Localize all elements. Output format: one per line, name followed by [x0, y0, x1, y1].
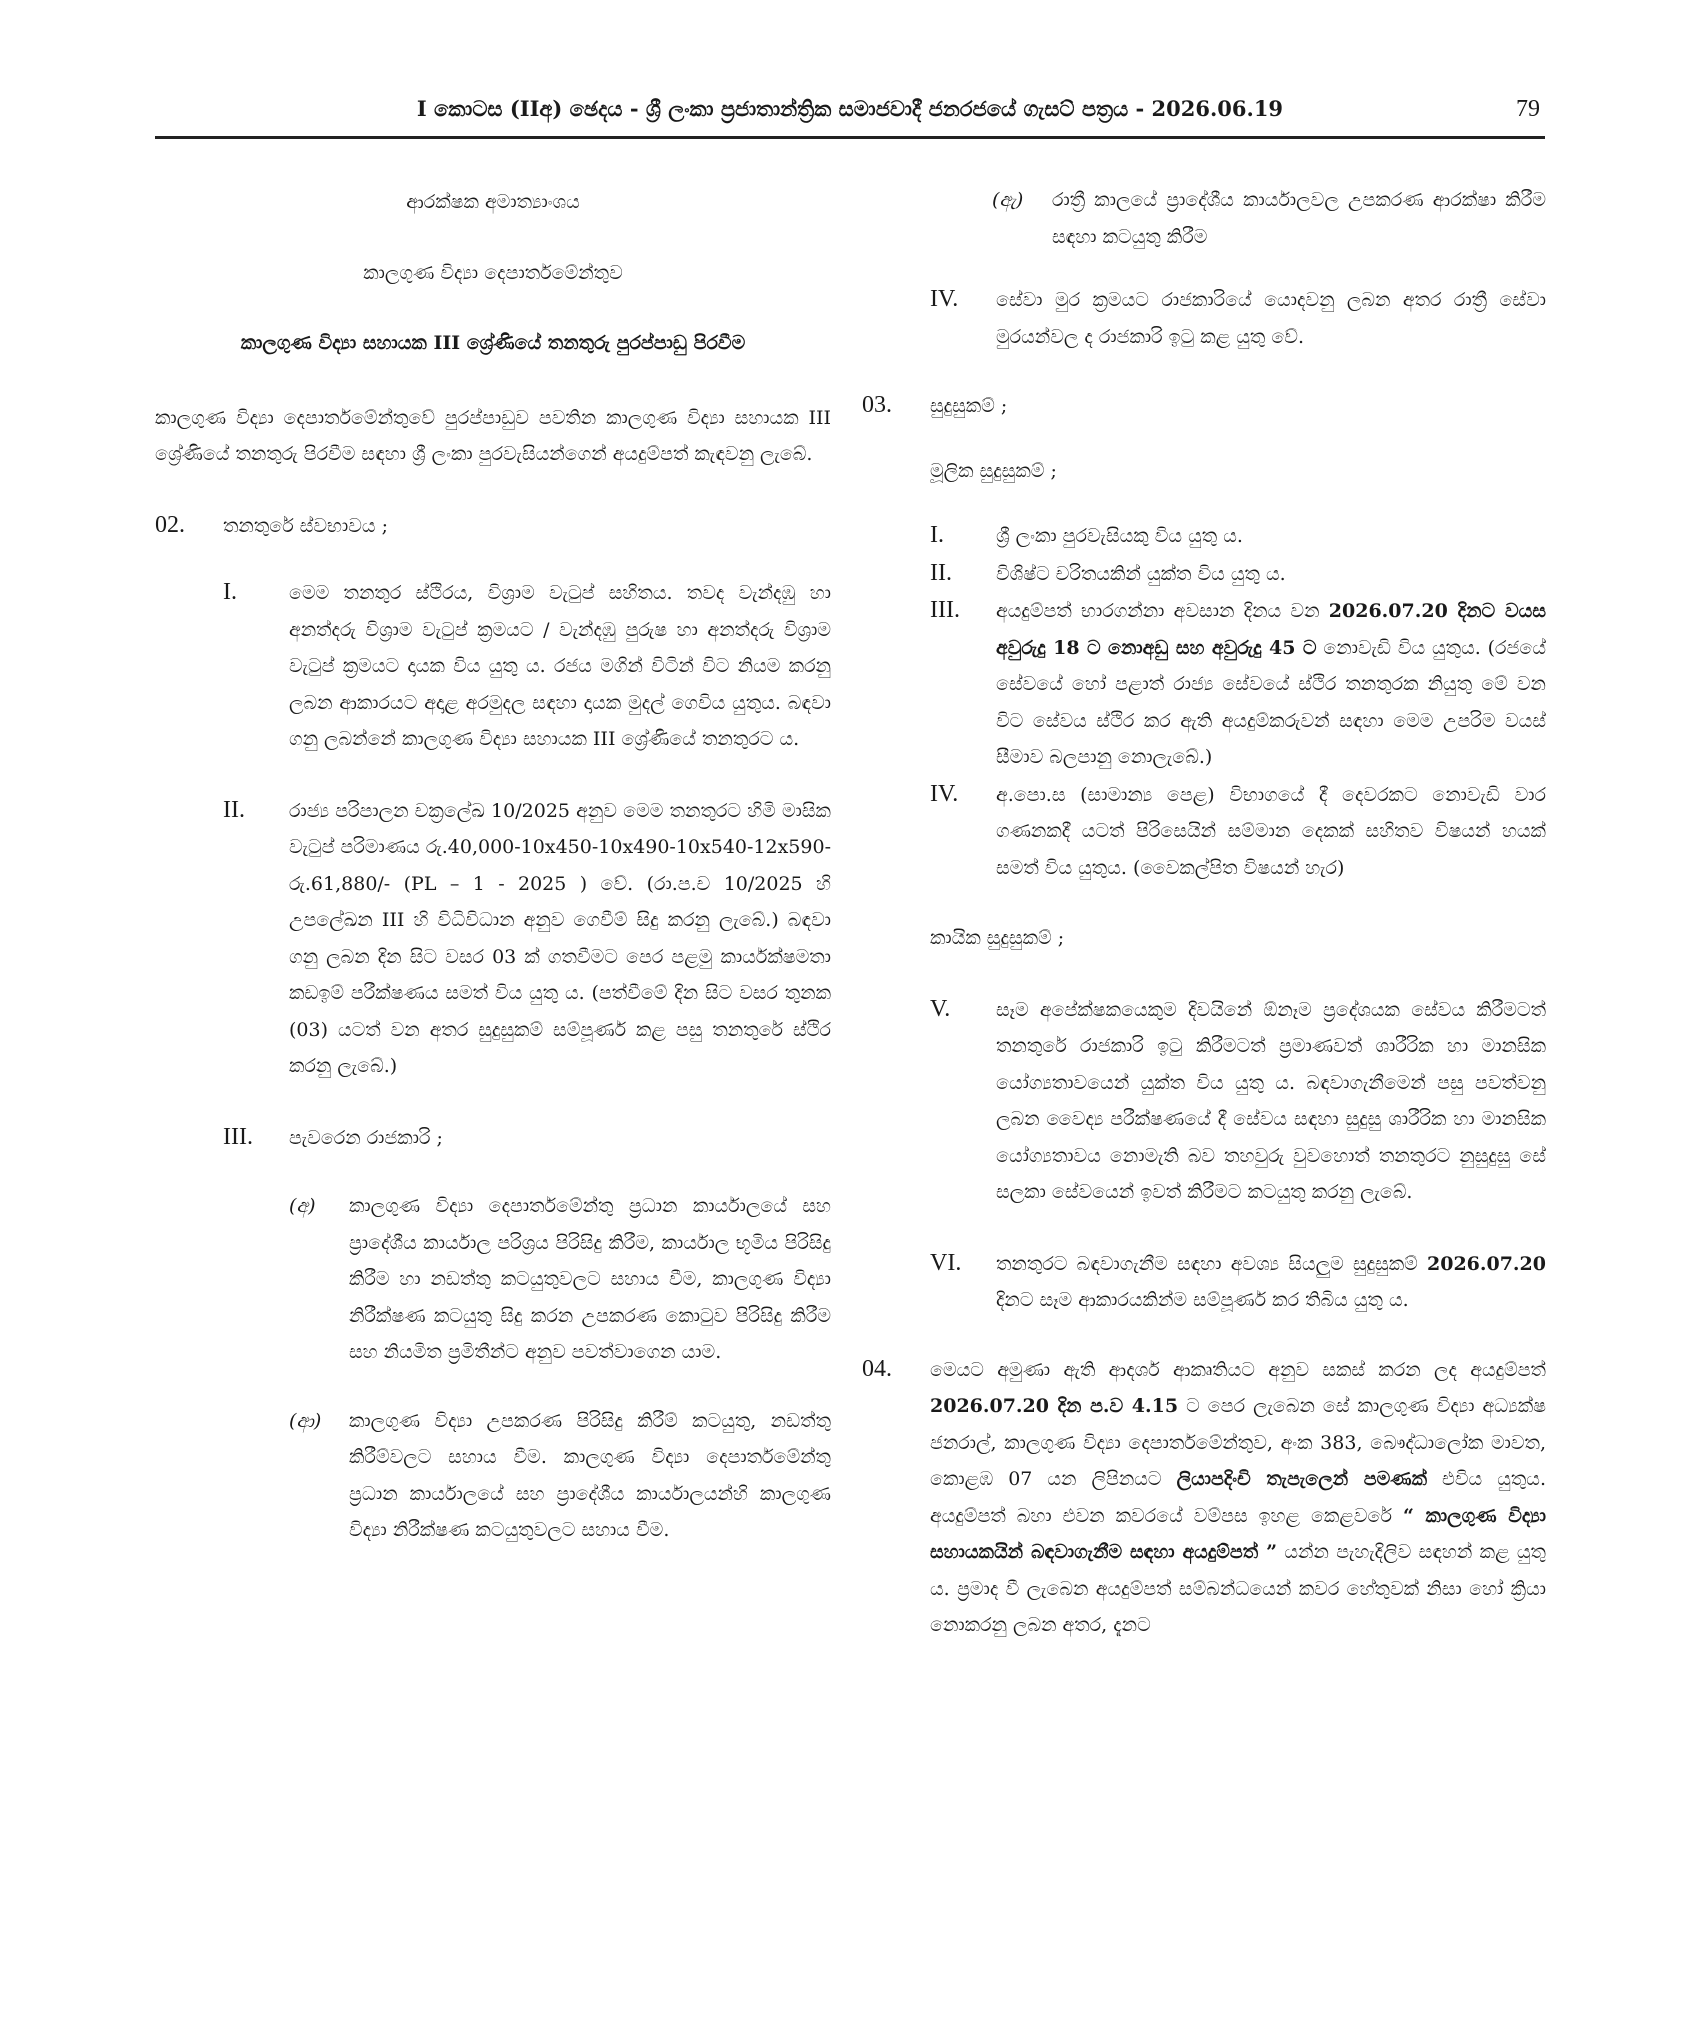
sub-item-aa — [155, 1403, 831, 1549]
item-text — [996, 593, 1546, 776]
item-number: I. — [930, 522, 944, 548]
section-02 — [155, 507, 831, 545]
page-header-title: I කොටස (IIඅ) ඡෙදය - ශ්‍රී ලංකා ප්‍රජාතාන්ත්‍රික සමාජවාදී ජනරජයේ ගැසට් පත්‍රය - 2026.06.19 — [416, 96, 1284, 121]
text-run: අයදුම්පත් භාරගන්නා අවසාන දිනය වන — [996, 600, 1329, 622]
basic-qualifications-title: මූලික සුදුසුකම් ; — [930, 459, 1057, 482]
deadline-date: 2026.07.20 — [1427, 1252, 1546, 1275]
qualification-i — [862, 517, 1546, 555]
sub-item-mark: (අ) — [289, 1195, 316, 1217]
item-iv — [862, 281, 1546, 355]
item-text — [996, 1246, 1546, 1319]
item-i — [155, 574, 831, 758]
notice-title: කාලගුණ විද්‍යා සහායක III ශ්‍රේණියේ තනතුරු පුරප්පාඩු පිරවීම — [240, 332, 746, 354]
intro-paragraph: කාලගුණ විද්‍යා දෙපාර්තමේන්තුවේ පුරප්පාඩුව පවතින කාලගුණ විද්‍යා සහායක III ශ්‍රේණියේ තනතුරු පිරවීම සඳහා ශ්‍රී ලංකා පුරවැසියන්ගෙන් අයදුම්පත් කැඳවනු ලැබේ. — [155, 406, 831, 465]
sub-item-ae — [862, 182, 1546, 255]
section-number: 03. — [862, 392, 892, 418]
right-column — [862, 182, 1546, 1644]
qualification-v — [862, 991, 1546, 1211]
item-number: II. — [223, 796, 245, 823]
qualification-vi — [862, 1245, 1546, 1319]
sub-item-text: රාත්‍රී කාලයේ ප්‍රාදේශීය කාර්යාලවල උපකරණ ආරක්ෂා කිරීම සඳහා කටයුතු කිරීම — [1052, 189, 1546, 248]
item-text: අ.පො.ස (සාමාන්‍ය පෙළ) විභාගයේ දී දෙවරකට නොවැඩි වාර ගණනකදී යටත් පිරිසෙයින් සම්මාන දෙකක් සහිතව විෂයන් හයක් සමත් විය යුතුය. (වෛකල්පිත විෂයන් හැර) — [996, 783, 1546, 879]
section-title: තනතුරේ ස්වභාවය ; — [223, 514, 389, 537]
physical-qualifications-title: කායික සුදුසුකම් ; — [930, 927, 1065, 949]
item-text: මෙම තනතුර ස්ථිරය, විශ්‍රාම වැටුප් සහිතය. තවද වැන්දඹු හා අනත්දරු විශ්‍රාම වැටුප් ක්‍රමයට / වැන්දඹු පුරුෂ හා අනත්දරු විශ්‍රාම වැටුප් ක්‍රමයට දායක විය යුතු ය. රජය මගින් විටින් විට නියම කරනු ලබන ආකාරයට අදාළ අරමුදල සඳහා දායක මුදල් ගෙවිය යුතුය. බඳවා ගනු ලබන්නේ කාලගුණ විද්‍යා සහායක III ශ්‍රේණියේ තනතුරට ය. — [289, 582, 831, 750]
age-limit-text: 2026.07.20 දිනට වයස අවුරුදු 18 ට නොඅඩු සහ අවුරුදු 45 ට — [996, 600, 1546, 659]
item-number: I. — [223, 579, 237, 605]
qualification-iii — [862, 592, 1546, 776]
item-text: ශ්‍රී ලංකා පුරවැසියකු විය යුතු ය. — [996, 525, 1243, 547]
section-text — [930, 1352, 1546, 1644]
qualification-ii — [862, 555, 1546, 593]
item-number: VI. — [930, 1249, 962, 1276]
sub-item-mark: (ආ) — [289, 1409, 322, 1432]
item-number: IV. — [930, 286, 959, 312]
item-number: III. — [930, 597, 960, 623]
text-run: දිනට සෑම ආකාරයකින්ම සම්පූර්ණ කර තිබිය යුතු ය. — [996, 1289, 1409, 1311]
item-text: සෑම අපේක්ෂකයෙකුම දිවයිනේ ඕනෑම ප්‍රදේශයක සේවය කිරීමටත් තනතුරේ රාජකාරි ඉටු කිරීමටත් ප්‍රමාණවත් ශාරීරික හා මානසික යෝග්‍යතාවයෙන් යුක්ත විය යුතු ය. බඳවාගැනීමෙන් පසු පවත්වනු ලබන වෛද්‍ය පරීක්ෂණයේ දී සේවය සඳහා සුදුසු ශාරීරික හා මානසික යෝග්‍යතාවය නොමැති බව තහවුරු වුවහොත් තනතුරට නුසුදුසු සේ සලකා සේවයෙන් ඉවත් කිරීමට කටයුතු කරනු ලැබේ. — [996, 998, 1546, 1203]
item-text: රාජ්‍ය පරිපාලන චක්‍රලේඛ 10/2025 අනුව මෙම තනතුරට හිමි මාසික වැටුප් පරිමාණය රු.40,000-10x450-10x490-10x540-12x590-රු.61,880/- (PL – 1 - 2025 ) වේ. (රා.ප.ච 10/2025 හි උපලේඛන III හි විධිවිධාන අනුව ගෙවීම් සිදු කරනු ලැබේ.) බඳවා ගනු ලබන දින සිට වසර 03 ක් ගතවීමට පෙර පළමු කාර්යක්ෂමතා කඩඉම් පරීක්ෂණය සමත් විය යුතු ය. (පත්වීමේ දින සිට වසර තුනක (03) යටත් වන අතර සුදුසුකම් සම්පූර්ණ කළ පසු තනතුරේ ස්ථිර කරනු ලැබේ.) — [289, 799, 831, 1077]
section-03 — [862, 387, 1546, 425]
item-number: V. — [930, 995, 951, 1022]
sub-item-text: කාලගුණ විද්‍යා දෙපාර්තමේන්තු ප්‍රධාන කාර්යාලයේ සහ ප්‍රාදේශීය කාර්යාල පරිශ්‍රය පිරිසිදු කිරීම, කාර්යාල භූමිය පිරිසිදු කිරීම හා නඩත්තු කටයුතුවලට සහාය වීම, කාලගුණ විද්‍යා නිරීක්ෂණ කටයුතු සිදු කරන උපකරණ කොටුව පිරිසිදු කිරීම සහ නියමිත ප්‍රමිතීන්ට අනුව පවත්වාගෙන යාම. — [349, 1195, 831, 1363]
text-run: මෙයට අමුණා ඇති ආදර්ශ ආකෘතියට අනුව සකස් කරන ලද අයදුම්පත් — [930, 1358, 1546, 1381]
item-number: III. — [223, 1123, 253, 1150]
text-run: එවිය යුතුය. අයදුම්පත් බහා එවන කවරයේ වම්පස ඉහළ කෙළවරේ — [930, 1468, 1546, 1527]
department-heading: කාලගුණ විද්‍යා දෙපාර්තමේන්තුව — [363, 261, 623, 284]
envelope-label: “ කාලගුණ විද්‍යා සහායකයින් බඳවාගැනීම සඳහා අයදුම්පත් ” — [930, 1504, 1546, 1563]
item-title: පැවරෙන රාජකාරි ; — [289, 1126, 443, 1149]
text-run: තනතුරට බඳවාගැනීම සඳහා අවශ්‍ය සියලුම සුදුසුකම් — [996, 1252, 1427, 1275]
registered-post-only: ලියාපදිංචි තැපැලෙන් පමණක් — [1176, 1468, 1427, 1490]
header-rule — [155, 136, 1545, 139]
item-number: IV. — [930, 780, 959, 807]
item-iii — [155, 1119, 831, 1157]
qualification-iv — [862, 776, 1546, 887]
deadline-datetime: 2026.07.20 දින ප.ව 4.15 — [930, 1395, 1179, 1417]
text-run: ට පෙර ලැබෙන සේ කාලගුණ විද්‍යා අධ්‍යක්ෂ ජනරාල්, කාලගුණ විද්‍යා දෙපාර්තමේන්තුව, අංක 383, බෞද්ධාලෝක මාවත, කොළඹ 07 යන ලිපිනයට — [930, 1395, 1546, 1490]
page-number: 79 — [1516, 96, 1540, 122]
sub-item-mark: (ඇ) — [992, 189, 1024, 211]
text-run: යන්න පැහැදිලිව සඳහන් කළ යුතු ය. ප්‍රමාද වී ලැබෙන අයදුම්පත් සම්බන්ධයෙන් කවර හේතුවක් නිසා හෝ ක්‍රියා නොකරනු ලබන අතර, දැනට — [930, 1541, 1546, 1636]
item-ii — [155, 792, 831, 1085]
item-text: සේවා මුර ක්‍රමයට රාජකාරියේ යොදවනු ලබන අතර රාත්‍රී සේවා මුරයන්වල ද රාජකාරි ඉටු කළ යුතු වේ. — [996, 289, 1546, 348]
left-column — [155, 182, 831, 1549]
section-04 — [862, 1351, 1546, 1644]
item-text: විශිෂ්ට චරිතයකින් යුක්ත විය යුතු ය. — [996, 562, 1286, 585]
sub-item-a — [155, 1188, 831, 1371]
sub-item-text: කාලගුණ විද්‍යා උපකරණ පිරිසිදු කිරීම් කටයුතු, නඩත්තු කිරීම්වලට සහාය වීම. කාලගුණ විද්‍යා දෙපාර්තමේන්තු ප්‍රධාන කාර්යාලයේ සහ ප්‍රාදේශීය කාර්යාලයන්හි කාලගුණ විද්‍යා නිරීක්ෂණ කටයුතුවලට සහාය වීම. — [349, 1409, 831, 1541]
item-number: II. — [930, 559, 952, 586]
text-run: නොවැඩි විය යුතුය. (රජයේ සේවයේ හෝ පළාත් රාජ්‍ය සේවයේ ස්ථිර තනතුරක නියුතු මේ වන විට සේවය ස්ථිර කර ඇති අයදුම්කරුවන් සඳහා මෙම උපරිම වයස් සීමාව බලපානු නොලැබේ.) — [996, 636, 1546, 768]
section-number: 02. — [155, 511, 185, 538]
section-number: 04. — [862, 1355, 892, 1382]
section-title: සුදුසුකම් ; — [930, 395, 1008, 417]
ministry-heading: ආරක්ෂක අමාත්‍යාංශය — [406, 191, 580, 213]
